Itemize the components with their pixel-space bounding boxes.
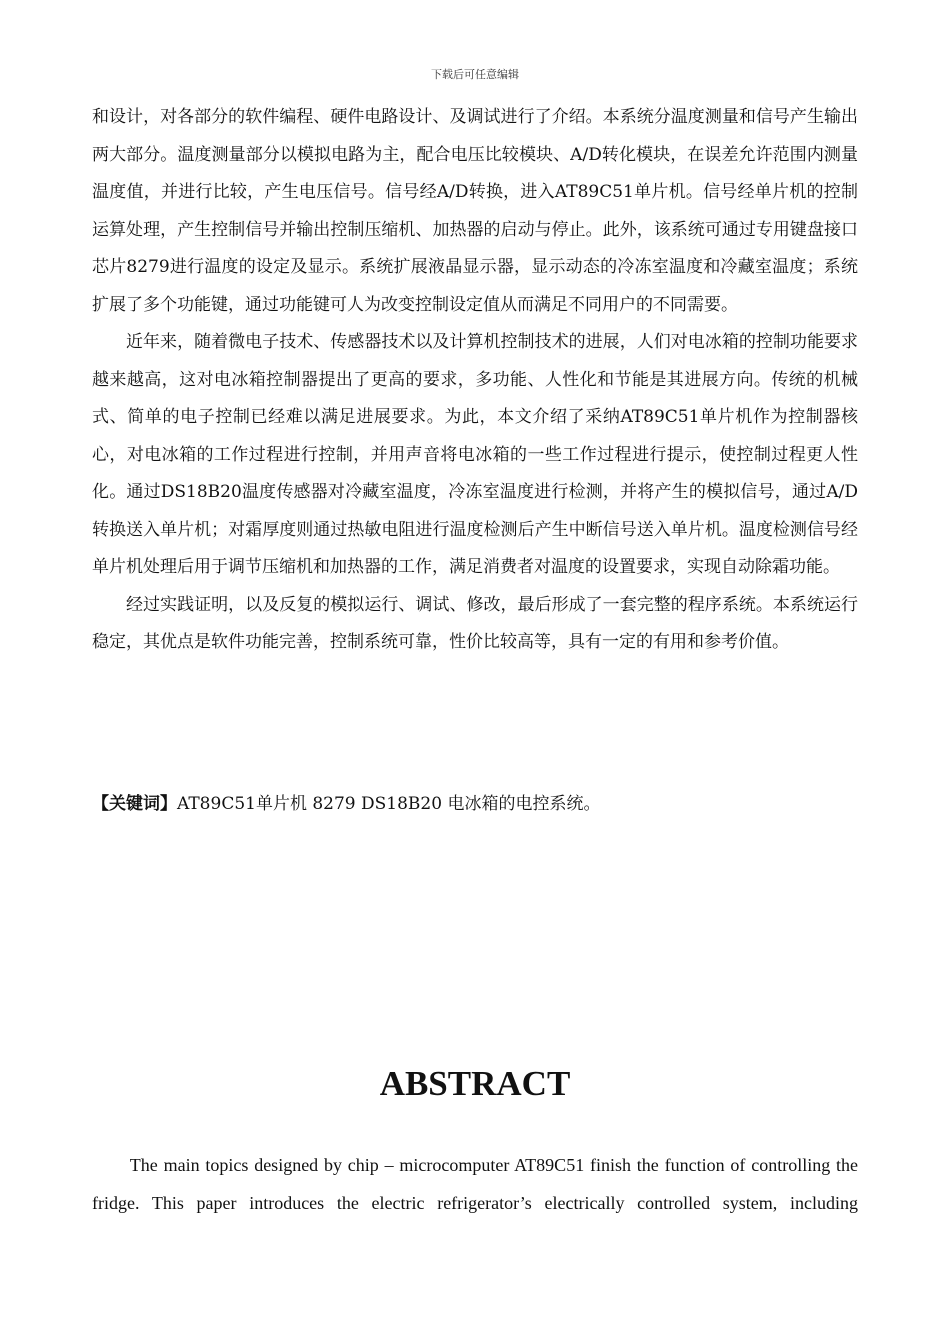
abstract-paragraph-1: 和设计，对各部分的软件编程、硬件电路设计、及调试进行了介绍。本系统分温度测量和信号产生输出两大部分。温度测量部分以模拟电路为主，配合电压比较模块、A/D转化模块，在误差允许范围内测量温度值，并进行比较，产生电压信号。信号经A/D转换，进入AT89C51单片机。信号经单片机的控制运算处理，产生控制信号并输出控制压缩机、加热器的启动与停止。此外，该系统可通过专用键盘接口芯片8279进行温度的设定及显示。系统扩展液晶显示器，显示动态的冷冻室温度和冷藏室温度；系统扩展了多个功能键，通过功能键可人为改变控制设定值从而满足不同用户的不同需要。: [92, 107, 858, 315]
keywords-line: [92, 786, 858, 824]
keywords-label: 【关键词】: [92, 794, 177, 814]
keywords-text: AT89C51单片机 8279 DS18B20 电冰箱的电控系统。: [177, 794, 601, 814]
abstract-paragraph-3: 经过实践证明，以及反复的模拟运行、调试、修改，最后形成了一套完整的程序系统。本系统运行稳定，其优点是软件功能完善，控制系统可靠，性价比较高等，具有一定的有用和参考价值。: [92, 594, 858, 652]
abstract-heading: ABSTRACT: [379, 1064, 571, 1103]
chinese-abstract-body: [92, 99, 858, 662]
english-abstract-body: The main topics designed by chip – microcomputer AT89C51 finish the function of controlling the fridge. This paper introduces the electric refrigerator’s electrically controlled system, including: [92, 1155, 858, 1213]
header-note: 下载后可任意编辑: [431, 68, 519, 81]
abstract-paragraph-2: 近年来，随着微电子技术、传感器技术以及计算机控制技术的进展，人们对电冰箱的控制功能要求越来越高，这对电冰箱控制器提出了更高的要求，多功能、人性化和节能是其进展方向。传统的机械式、简单的电子控制已经难以满足进展要求。为此，本文介绍了采纳AT89C51单片机作为控制器核心，对电冰箱的工作过程进行控制，并用声音将电冰箱的一些工作过程进行提示，使控制过程更人性化。通过DS18B20温度传感器对冷藏室温度，冷冻室温度进行检测，并将产生的模拟信号，通过A/D转换送入单片机；对霜厚度则通过热敏电阻进行温度检测后产生中断信号送入单片机。温度检测信号经单片机处理后用于调节压缩机和加热器的工作，满足消费者对温度的设置要求，实现自动除霜功能。: [92, 332, 858, 577]
